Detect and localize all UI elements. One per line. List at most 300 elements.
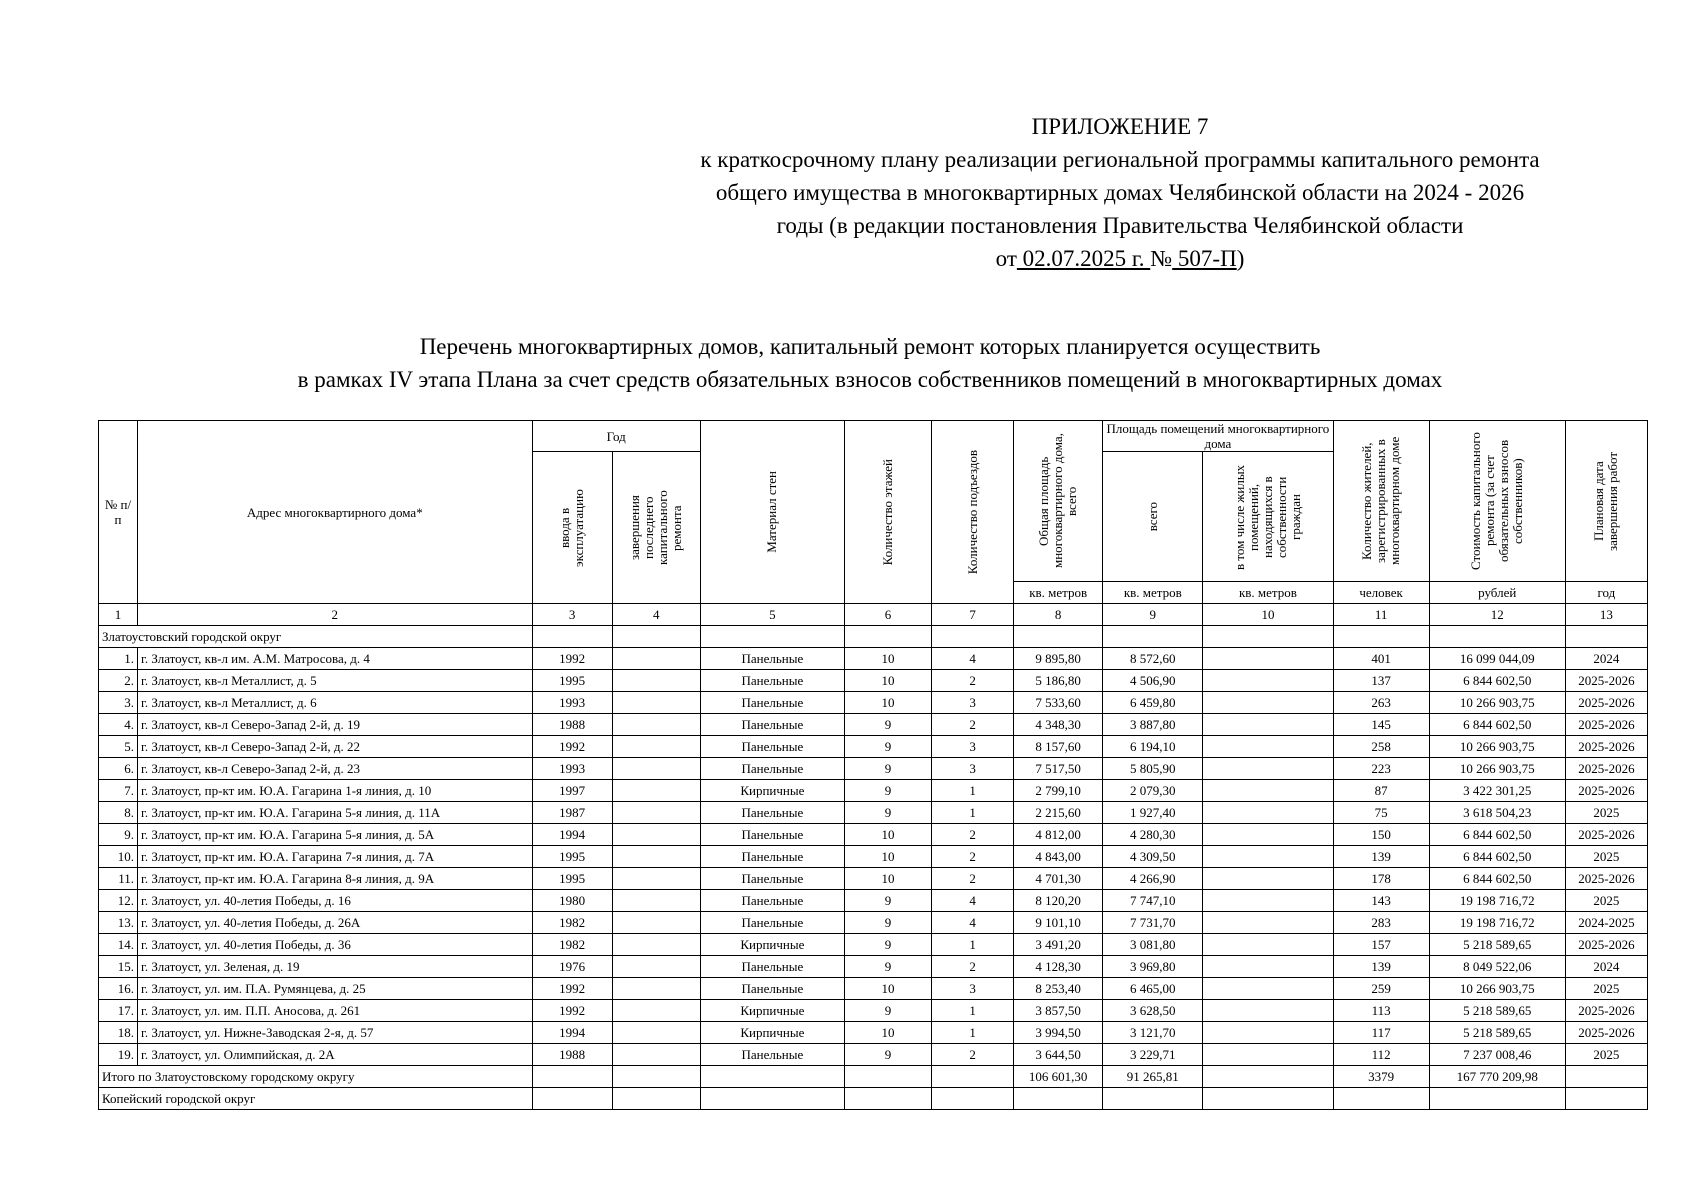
row-entrances: 2: [932, 868, 1014, 890]
row-floors: 9: [844, 934, 931, 956]
row-planned-date: 2025-2026: [1565, 868, 1647, 890]
row-entrances: 2: [932, 670, 1014, 692]
row-floors: 9: [844, 758, 931, 780]
row-cost: 10 266 903,75: [1429, 758, 1565, 780]
empty-cell: [1565, 626, 1647, 648]
column-number: 1: [99, 604, 138, 626]
header-total-area: [1014, 421, 1103, 582]
row-wall-material: Панельные: [700, 868, 844, 890]
row-entrances: 1: [932, 1000, 1014, 1022]
row-year-last-repair: [612, 846, 700, 868]
column-number: 13: [1565, 604, 1647, 626]
row-year-commission: 1993: [532, 692, 612, 714]
row-number: 6.: [99, 758, 138, 780]
row-premises-total: 4 506,90: [1103, 670, 1203, 692]
header-residents: [1333, 421, 1429, 582]
header-cost: [1429, 421, 1565, 582]
row-year-last-repair: [612, 868, 700, 890]
header-entrances-text: Количество подъездов: [964, 449, 980, 575]
row-year-commission: 1982: [532, 934, 612, 956]
row-premises-total: 4 266,90: [1103, 868, 1203, 890]
row-premises-private: [1203, 912, 1333, 934]
row-number: 5.: [99, 736, 138, 758]
row-floors: 9: [844, 890, 931, 912]
row-total-area: 8 120,20: [1014, 890, 1103, 912]
document-title-line-1: Перечень многоквартирных домов, капитальный ремонт которых планируется осуществить: [419, 334, 1321, 359]
empty-cell: [844, 1088, 931, 1110]
row-premises-total: 3 887,80: [1103, 714, 1203, 736]
row-number: 13.: [99, 912, 138, 934]
row-wall-material: Панельные: [700, 758, 844, 780]
row-premises-private: [1203, 824, 1333, 846]
unit-premises-private: кв. метров: [1203, 582, 1333, 604]
resolution-date: 02.07.2025 г.: [1016, 246, 1151, 271]
row-cost: 5 218 589,65: [1429, 934, 1565, 956]
empty-cell: [700, 1088, 844, 1110]
row-year-commission: 1980: [532, 890, 612, 912]
row-planned-date: 2025-2026: [1565, 780, 1647, 802]
resolution-number: 507-П: [1172, 246, 1237, 271]
empty-cell: [1333, 1088, 1429, 1110]
row-total-area: 4 701,30: [1014, 868, 1103, 890]
header-premises-private-text: в том числе жилых помещений, находящихся в собственности граждан: [1231, 463, 1303, 570]
row-premises-total: 6 194,10: [1103, 736, 1203, 758]
row-cost: 10 266 903,75: [1429, 692, 1565, 714]
row-entrances: 3: [932, 978, 1014, 1000]
row-wall-material: Кирпичные: [700, 780, 844, 802]
row-residents: 259: [1333, 978, 1429, 1000]
document-title-line-2: в рамках IV этапа Плана за счет средств обязательных взносов собственников помещений в многоквартирных домах: [297, 367, 1443, 392]
table-row: [99, 934, 1648, 956]
header-residents-text: Количество жителей, зарегистрированных в многоквартирном доме: [1359, 436, 1403, 566]
row-entrances: 4: [932, 648, 1014, 670]
row-year-commission: 1994: [532, 1022, 612, 1044]
column-number: 4: [612, 604, 700, 626]
row-address: г. Златоуст, пр-кт им. Ю.А. Гагарина 8-я линия, д. 9А: [138, 868, 533, 890]
row-address: г. Златоуст, кв-л Металлист, д. 6: [138, 692, 533, 714]
column-number: 6: [844, 604, 931, 626]
row-number: 12.: [99, 890, 138, 912]
column-number: 5: [700, 604, 844, 626]
row-wall-material: Панельные: [700, 802, 844, 824]
row-address: г. Златоуст, кв-л им. А.М. Матросова, д. 4: [138, 648, 533, 670]
row-wall-material: Панельные: [700, 692, 844, 714]
row-wall-material: Панельные: [700, 978, 844, 1000]
table-row: [99, 956, 1648, 978]
row-number: 18.: [99, 1022, 138, 1044]
row-residents: 178: [1333, 868, 1429, 890]
empty-cell: [532, 1066, 612, 1088]
row-planned-date: 2024: [1565, 648, 1647, 670]
row-cost: 6 844 602,50: [1429, 670, 1565, 692]
row-entrances: 3: [932, 692, 1014, 714]
empty-cell: [1429, 1088, 1565, 1110]
row-year-last-repair: [612, 1022, 700, 1044]
row-number: 19.: [99, 1044, 138, 1066]
row-residents: 283: [1333, 912, 1429, 934]
row-year-commission: 1992: [532, 648, 612, 670]
table-row: [99, 978, 1648, 1000]
header-year-last-repair: [612, 452, 700, 604]
header-year-last-repair-text: завершения последнего капитального ремонта: [627, 490, 685, 565]
total-premises: 91 265,81: [1103, 1066, 1203, 1088]
table-row: [99, 912, 1648, 934]
row-total-area: 8 253,40: [1014, 978, 1103, 1000]
total-label: Итого по Златоустовскому городскому округу: [99, 1066, 533, 1088]
empty-cell: [612, 1088, 700, 1110]
row-residents: 401: [1333, 648, 1429, 670]
appendix-line-3: общего имущества в многоквартирных домах Челябинской области на 2024 - 2026: [715, 180, 1525, 205]
row-premises-total: 8 572,60: [1103, 648, 1203, 670]
empty-cell: [1014, 626, 1103, 648]
row-premises-total: 3 969,80: [1103, 956, 1203, 978]
row-floors: 9: [844, 1000, 931, 1022]
row-wall-material: Кирпичные: [700, 934, 844, 956]
unit-planned-date: год: [1565, 582, 1647, 604]
row-year-commission: 1995: [532, 670, 612, 692]
row-number: 1.: [99, 648, 138, 670]
row-total-area: 9 895,80: [1014, 648, 1103, 670]
row-residents: 75: [1333, 802, 1429, 824]
row-address: г. Златоуст, пр-кт им. Ю.А. Гагарина 7-я линия, д. 7А: [138, 846, 533, 868]
row-planned-date: 2025-2026: [1565, 736, 1647, 758]
row-total-area: 5 186,80: [1014, 670, 1103, 692]
row-residents: 137: [1333, 670, 1429, 692]
row-year-last-repair: [612, 890, 700, 912]
header-address: Адрес многоквартирного дома*: [138, 421, 533, 604]
empty-cell: [1203, 626, 1333, 648]
row-year-last-repair: [612, 912, 700, 934]
row-year-last-repair: [612, 1044, 700, 1066]
row-entrances: 3: [932, 758, 1014, 780]
row-floors: 10: [844, 846, 931, 868]
empty-cell: [612, 1066, 700, 1088]
row-premises-private: [1203, 780, 1333, 802]
unit-residents: человек: [1333, 582, 1429, 604]
row-premises-private: [1203, 1022, 1333, 1044]
row-planned-date: 2025: [1565, 802, 1647, 824]
row-cost: 16 099 044,09: [1429, 648, 1565, 670]
appendix-line-4: годы (в редакции постановления Правительства Челябинской области: [776, 213, 1464, 238]
row-premises-private: [1203, 714, 1333, 736]
row-number: 15.: [99, 956, 138, 978]
row-cost: 6 844 602,50: [1429, 714, 1565, 736]
empty-cell: [932, 1066, 1014, 1088]
row-premises-total: 1 927,40: [1103, 802, 1203, 824]
row-premises-total: 4 280,30: [1103, 824, 1203, 846]
table-row: [99, 1044, 1648, 1066]
row-entrances: 1: [932, 1022, 1014, 1044]
row-entrances: 4: [932, 890, 1014, 912]
row-premises-total: 2 079,30: [1103, 780, 1203, 802]
appendix-line-5: [600, 242, 1640, 275]
section-title-zlatoust: Златоустовский городской округ: [99, 626, 533, 648]
row-premises-private: [1203, 890, 1333, 912]
row-premises-private: [1203, 758, 1333, 780]
row-premises-total: 3 229,71: [1103, 1044, 1203, 1066]
row-total-area: 4 348,30: [1014, 714, 1103, 736]
column-number: 2: [138, 604, 533, 626]
row-address: г. Златоуст, пр-кт им. Ю.А. Гагарина 5-я линия, д. 5А: [138, 824, 533, 846]
row-floors: 10: [844, 670, 931, 692]
column-number: 8: [1014, 604, 1103, 626]
table-row: [99, 714, 1648, 736]
row-total-area: 7 533,60: [1014, 692, 1103, 714]
row-premises-total: 6 465,00: [1103, 978, 1203, 1000]
row-floors: 9: [844, 780, 931, 802]
row-address: г. Златоуст, ул. Нижне-Заводская 2-я, д. 57: [138, 1022, 533, 1044]
header-entrances: [932, 421, 1014, 604]
row-residents: 258: [1333, 736, 1429, 758]
row-planned-date: 2024: [1565, 956, 1647, 978]
row-address: г. Златоуст, пр-кт им. Ю.А. Гагарина 5-я линия, д. 11А: [138, 802, 533, 824]
empty-cell: [532, 1088, 612, 1110]
row-wall-material: Панельные: [700, 846, 844, 868]
header-premises-private: [1203, 452, 1333, 582]
row-address: г. Златоуст, кв-л Металлист, д. 5: [138, 670, 533, 692]
row-premises-total: 6 459,80: [1103, 692, 1203, 714]
row-wall-material: Панельные: [700, 736, 844, 758]
row-premises-private: [1203, 978, 1333, 1000]
total-cost: 167 770 209,98: [1429, 1066, 1565, 1088]
header-premises-total: [1103, 452, 1203, 582]
row-cost: 10 266 903,75: [1429, 736, 1565, 758]
header-floors: [844, 421, 931, 604]
row-total-area: 4 843,00: [1014, 846, 1103, 868]
row-floors: 10: [844, 692, 931, 714]
row-address: г. Златоуст, ул. Зеленая, д. 19: [138, 956, 533, 978]
row-year-commission: 1995: [532, 868, 612, 890]
row-address: г. Златоуст, ул. им. П.П. Аносова, д. 261: [138, 1000, 533, 1022]
row-address: г. Златоуст, ул. 40-летия Победы, д. 26А: [138, 912, 533, 934]
row-wall-material: Панельные: [700, 824, 844, 846]
table-body: [99, 626, 1648, 1066]
row-total-area: 2 215,60: [1014, 802, 1103, 824]
header-planned-date: [1565, 421, 1647, 582]
row-cost: 8 049 522,06: [1429, 956, 1565, 978]
row-planned-date: 2025: [1565, 978, 1647, 1000]
row-number: 4.: [99, 714, 138, 736]
row-year-commission: 1997: [532, 780, 612, 802]
table-row: [99, 1000, 1648, 1022]
table-row: [99, 802, 1648, 824]
row-residents: 150: [1333, 824, 1429, 846]
row-floors: 9: [844, 912, 931, 934]
row-year-commission: 1992: [532, 736, 612, 758]
row-year-last-repair: [612, 802, 700, 824]
row-premises-private: [1203, 956, 1333, 978]
row-entrances: 1: [932, 934, 1014, 956]
row-floors: 9: [844, 956, 931, 978]
row-cost: 19 198 716,72: [1429, 890, 1565, 912]
total-residents: 3379: [1333, 1066, 1429, 1088]
row-number: 2.: [99, 670, 138, 692]
row-total-area: 4 128,30: [1014, 956, 1103, 978]
row-cost: 19 198 716,72: [1429, 912, 1565, 934]
section-row-kopeysk: [99, 1088, 1648, 1110]
column-number: 7: [932, 604, 1014, 626]
row-year-commission: 1976: [532, 956, 612, 978]
row-floors: 9: [844, 714, 931, 736]
row-total-area: 9 101,10: [1014, 912, 1103, 934]
row-floors: 10: [844, 868, 931, 890]
appendix-line-2: к краткосрочному плану реализации региональной программы капитального ремонта: [700, 147, 1540, 172]
empty-cell: [532, 626, 612, 648]
header-year-commission: [532, 452, 612, 604]
row-planned-date: 2025-2026: [1565, 1022, 1647, 1044]
row-premises-private: [1203, 846, 1333, 868]
empty-cell: [1014, 1088, 1103, 1110]
row-number: 11.: [99, 868, 138, 890]
row-number: 16.: [99, 978, 138, 1000]
column-number-row: [99, 604, 1648, 626]
row-address: г. Златоуст, ул. Олимпийская, д. 2А: [138, 1044, 533, 1066]
row-planned-date: 2025-2026: [1565, 758, 1647, 780]
resolution-suffix: ): [1236, 246, 1245, 271]
row-residents: 223: [1333, 758, 1429, 780]
row-floors: 10: [844, 1022, 931, 1044]
row-year-commission: 1994: [532, 824, 612, 846]
row-year-last-repair: [612, 956, 700, 978]
empty-cell: [1203, 1088, 1333, 1110]
row-address: г. Златоуст, пр-кт им. Ю.А. Гагарина 1-я линия, д. 10: [138, 780, 533, 802]
row-residents: 112: [1333, 1044, 1429, 1066]
column-number: 12: [1429, 604, 1565, 626]
row-premises-private: [1203, 736, 1333, 758]
row-year-last-repair: [612, 670, 700, 692]
row-entrances: 2: [932, 1044, 1014, 1066]
row-number: 14.: [99, 934, 138, 956]
header-premises-group: Площадь помещений многоквартирного дома: [1103, 421, 1333, 452]
empty-cell: [1333, 626, 1429, 648]
row-residents: 145: [1333, 714, 1429, 736]
row-residents: 139: [1333, 956, 1429, 978]
row-premises-total: 3 121,70: [1103, 1022, 1203, 1044]
row-total-area: 3 857,50: [1014, 1000, 1103, 1022]
row-floors: 9: [844, 1044, 931, 1066]
row-wall-material: Панельные: [700, 670, 844, 692]
row-premises-private: [1203, 692, 1333, 714]
row-year-commission: 1988: [532, 1044, 612, 1066]
row-premises-private: [1203, 1000, 1333, 1022]
row-cost: 5 218 589,65: [1429, 1022, 1565, 1044]
row-residents: 143: [1333, 890, 1429, 912]
row-number: 7.: [99, 780, 138, 802]
empty-cell: [1565, 1066, 1647, 1088]
resolution-number-sign: №: [1150, 246, 1173, 271]
header-year-group: Год: [532, 421, 700, 452]
row-year-last-repair: [612, 780, 700, 802]
row-cost: 6 844 602,50: [1429, 824, 1565, 846]
column-number: 3: [532, 604, 612, 626]
row-year-commission: 1987: [532, 802, 612, 824]
row-cost: 10 266 903,75: [1429, 978, 1565, 1000]
row-wall-material: Панельные: [700, 1044, 844, 1066]
row-entrances: 1: [932, 802, 1014, 824]
empty-cell: [1565, 1088, 1647, 1110]
header-floors-text: Количество этажей: [879, 458, 895, 566]
row-year-commission: 1992: [532, 978, 612, 1000]
row-planned-date: 2025-2026: [1565, 934, 1647, 956]
row-premises-total: 4 309,50: [1103, 846, 1203, 868]
empty-cell: [844, 1066, 931, 1088]
header-wall-material: [700, 421, 844, 604]
row-entrances: 3: [932, 736, 1014, 758]
table-row: [99, 670, 1648, 692]
row-number: 3.: [99, 692, 138, 714]
empty-cell: [612, 626, 700, 648]
empty-cell: [1203, 1066, 1333, 1088]
row-premises-private: [1203, 934, 1333, 956]
unit-total-area: кв. метров: [1014, 582, 1103, 604]
buildings-table: [98, 420, 1648, 1110]
row-floors: 10: [844, 978, 931, 1000]
appendix-title: ПРИЛОЖЕНИЕ 7: [1031, 114, 1209, 139]
row-number: 17.: [99, 1000, 138, 1022]
row-total-area: 3 644,50: [1014, 1044, 1103, 1066]
row-floors: 10: [844, 648, 931, 670]
row-total-area: 4 812,00: [1014, 824, 1103, 846]
header-wall-material-text: Материал стен: [764, 471, 780, 553]
header-total-area-text: Общая площадь многоквартирного дома, всего: [1036, 433, 1080, 569]
row-floors: 9: [844, 802, 931, 824]
table-row: [99, 780, 1648, 802]
empty-cell: [1429, 626, 1565, 648]
table-row: [99, 692, 1648, 714]
row-wall-material: Кирпичные: [700, 1000, 844, 1022]
empty-cell: [932, 626, 1014, 648]
row-year-last-repair: [612, 736, 700, 758]
row-residents: 113: [1333, 1000, 1429, 1022]
row-year-last-repair: [612, 824, 700, 846]
row-wall-material: Панельные: [700, 890, 844, 912]
row-planned-date: 2025: [1565, 1044, 1647, 1066]
row-entrances: 2: [932, 846, 1014, 868]
row-premises-private: [1203, 1044, 1333, 1066]
empty-cell: [844, 626, 931, 648]
row-premises-total: 5 805,90: [1103, 758, 1203, 780]
row-planned-date: 2025-2026: [1565, 824, 1647, 846]
row-planned-date: 2025: [1565, 890, 1647, 912]
row-number: 8.: [99, 802, 138, 824]
row-residents: 139: [1333, 846, 1429, 868]
row-cost: 7 237 008,46: [1429, 1044, 1565, 1066]
row-premises-total: 3 628,50: [1103, 1000, 1203, 1022]
row-address: г. Златоуст, ул. им. П.А. Румянцева, д. 25: [138, 978, 533, 1000]
row-address: г. Златоуст, кв-л Северо-Запад 2-й, д. 23: [138, 758, 533, 780]
row-residents: 117: [1333, 1022, 1429, 1044]
table-row: [99, 824, 1648, 846]
total-area: 106 601,30: [1014, 1066, 1103, 1088]
empty-cell: [1103, 626, 1203, 648]
row-planned-date: 2025: [1565, 846, 1647, 868]
row-wall-material: Кирпичные: [700, 1022, 844, 1044]
row-premises-private: [1203, 648, 1333, 670]
row-residents: 87: [1333, 780, 1429, 802]
row-cost: 5 218 589,65: [1429, 1000, 1565, 1022]
header-cost-text: Стоимость капитального ремонта (за счет обязательных взносов собственников): [1468, 432, 1526, 570]
row-cost: 6 844 602,50: [1429, 868, 1565, 890]
row-year-last-repair: [612, 714, 700, 736]
row-address: г. Златоуст, ул. 40-летия Победы, д. 16: [138, 890, 533, 912]
row-year-commission: 1982: [532, 912, 612, 934]
row-residents: 157: [1333, 934, 1429, 956]
row-year-commission: 1992: [532, 1000, 612, 1022]
table-row: [99, 758, 1648, 780]
document-title: [90, 330, 1650, 396]
table-header: [99, 421, 1648, 626]
table-row: [99, 1022, 1648, 1044]
